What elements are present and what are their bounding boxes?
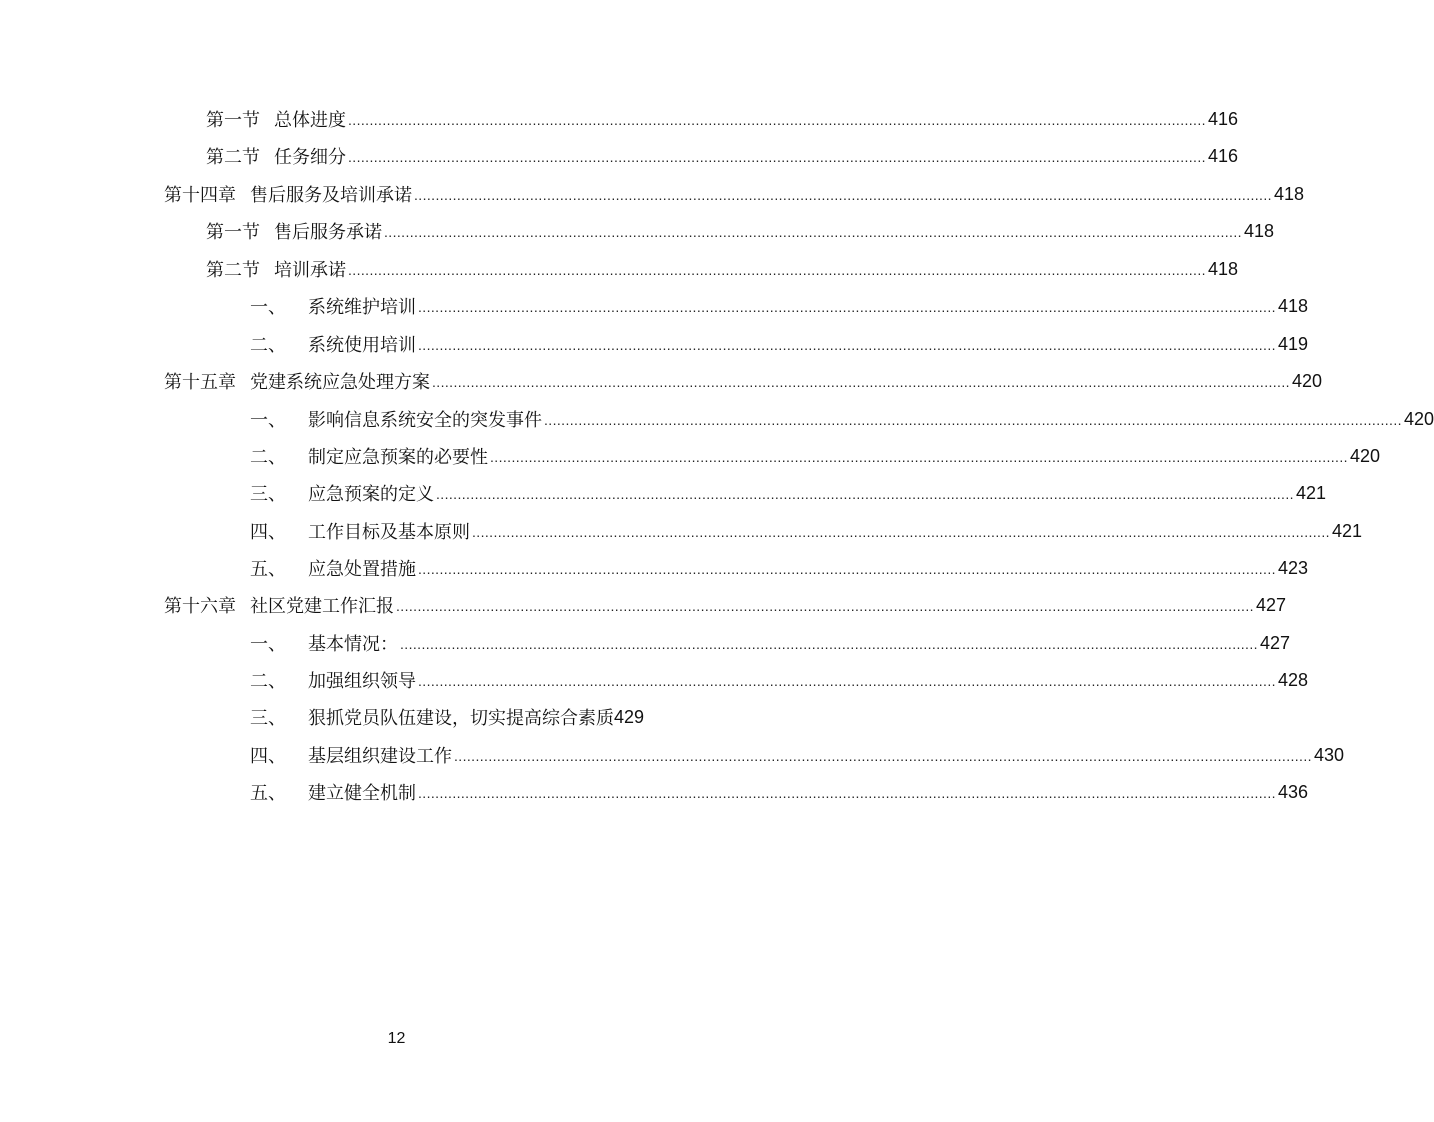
- toc-entry[interactable]: [164, 366, 1322, 396]
- toc-entry-title: 应急处置措施: [308, 559, 416, 580]
- toc-entry[interactable]: [206, 104, 1238, 134]
- toc-entry-title: 基本情况：: [308, 634, 398, 655]
- toc-entry[interactable]: [250, 291, 1308, 321]
- toc-entry-title: 社区党建工作汇报: [250, 596, 394, 617]
- leader-dots: ........................................................................................................................................................................................................: [544, 412, 1402, 428]
- toc-entry-title: 建立健全机制: [308, 783, 416, 804]
- toc-entry[interactable]: [250, 553, 1308, 583]
- toc-entry-page: 427: [1255, 594, 1286, 615]
- toc-entry-title: 售后服务及培训承诺: [250, 185, 412, 206]
- toc-entry-page: 423: [1277, 557, 1308, 578]
- toc-entry[interactable]: [164, 179, 1304, 209]
- leader-dots: ........................................................................................................................................................................................................: [348, 149, 1206, 165]
- leader-dots: ........................................................................................................................................................................................................: [400, 636, 1258, 652]
- toc-entry[interactable]: [250, 740, 1344, 770]
- toc-entry-number: 第二节: [206, 147, 260, 168]
- toc-entry[interactable]: [250, 777, 1308, 807]
- toc-entry-number: 一、: [250, 634, 286, 655]
- toc-entry-number: 一、: [250, 297, 286, 318]
- toc-entry-number: 第二节: [206, 260, 260, 281]
- toc-entry-number: 二、: [250, 447, 286, 468]
- toc-entry-number: 第十五章: [164, 372, 236, 393]
- toc-entry-title: 工作目标及基本原则: [308, 522, 470, 543]
- toc-entry-number: 四、: [250, 522, 286, 543]
- toc-entry[interactable]: [250, 702, 696, 732]
- toc-entry-page: 421: [1331, 520, 1362, 541]
- toc-entry-title: 影响信息系统安全的突发事件: [308, 410, 542, 431]
- toc-entry-page: 418: [1277, 295, 1308, 316]
- leader-dots: ........................................................................................................................................................................................................: [472, 524, 1330, 540]
- toc-entry-number: 四、: [250, 746, 286, 767]
- leader-dots: ........................................................................................................................................................................................................: [418, 673, 1276, 689]
- toc-entry-page: 420: [1291, 370, 1322, 391]
- toc-entry-title: 党建系统应急处理方案: [250, 372, 430, 393]
- toc-entry-page: 436: [1277, 781, 1308, 802]
- toc-entry-number: 第十六章: [164, 596, 236, 617]
- toc-entry-number: 三、: [250, 484, 286, 505]
- toc-entry[interactable]: [250, 478, 1326, 508]
- leader-dots: ........................................................................................................................................................................................................: [348, 262, 1206, 278]
- toc-entry[interactable]: [250, 516, 1362, 546]
- toc-entry-number: 三、: [250, 708, 286, 729]
- toc-entry-title: 任务细分: [274, 147, 346, 168]
- toc-entry[interactable]: [164, 590, 1286, 620]
- toc-entry[interactable]: [250, 329, 1308, 359]
- toc-entry-title: 系统使用培训: [308, 335, 416, 356]
- toc-entry-page: 419: [1277, 333, 1308, 354]
- toc-entry-number: 一、: [250, 410, 286, 431]
- leader-dots: ........................................................................................................................................................................................................: [396, 598, 1254, 614]
- toc-entry-number: 五、: [250, 783, 286, 804]
- leader-dots: ........................................................................................................................................................................................................: [348, 112, 1206, 128]
- toc-entry-title: 系统维护培训: [308, 297, 416, 318]
- toc-entry-title: 基层组织建设工作: [308, 746, 452, 767]
- leader-dots: ........................................................................................................................................................................................................: [418, 561, 1276, 577]
- toc-entry-page: 418: [1243, 220, 1274, 241]
- toc-entry-page: 421: [1295, 482, 1326, 503]
- leader-dots: ........................................................................................................................................................................................................: [418, 337, 1276, 353]
- toc-entry-number: 第一节: [206, 110, 260, 131]
- toc-entry-page: 418: [1273, 183, 1304, 204]
- toc-entry-page: 420: [1349, 445, 1380, 466]
- toc-entry[interactable]: [206, 141, 1238, 171]
- toc-entry-number: 五、: [250, 559, 286, 580]
- toc-entry-title: 售后服务承诺: [274, 222, 382, 243]
- toc-entry-page: 420: [1403, 408, 1434, 429]
- toc-entry-title: 总体进度: [274, 110, 346, 131]
- toc-entry-title: 加强组织领导: [308, 671, 416, 692]
- leader-dots: ........................................................................................................................................................................................................: [414, 187, 1272, 203]
- leader-dots: ........................................................................................................................................................................................................: [384, 224, 1242, 240]
- toc-entry-page: 427: [1259, 632, 1290, 653]
- toc-entry-title: 应急预案的定义: [308, 484, 434, 505]
- toc-entry[interactable]: [250, 665, 1308, 695]
- page-number: 12: [387, 1030, 406, 1047]
- toc-entry-page: 416: [1207, 108, 1238, 129]
- leader-dots: ........................................................................................................................................................................................................: [490, 449, 1348, 465]
- toc-entry-page: 416: [1207, 145, 1238, 166]
- leader-dots: ........................................................................................................................................................................................................: [432, 374, 1290, 390]
- toc-entry-number: 二、: [250, 671, 286, 692]
- toc-entry-number: 二、: [250, 335, 286, 356]
- toc-entry-number: 第十四章: [164, 185, 236, 206]
- toc-entry[interactable]: [250, 404, 1434, 434]
- toc-entry-title: 制定应急预案的必要性: [308, 447, 488, 468]
- toc-entry-page: 430: [1313, 744, 1344, 765]
- toc-entry-page: 428: [1277, 669, 1308, 690]
- leader-dots: ........................................................................................................................................................................................................: [454, 748, 1312, 764]
- leader-dots: ........................................................................................................................................................................................................: [418, 299, 1276, 315]
- toc-entry-number: 第一节: [206, 222, 260, 243]
- toc-entry[interactable]: [250, 441, 1380, 471]
- toc-entry-page: 418: [1207, 258, 1238, 279]
- leader-dots: ........................................................................................................................................................................................................: [436, 486, 1294, 502]
- toc-entry-title: 培训承诺: [274, 260, 346, 281]
- leader-dots: ........................................................................................................................................................................................................: [418, 785, 1276, 801]
- toc-entry[interactable]: [206, 216, 1274, 246]
- toc-entry-title: 狠抓党员队伍建设，切实提高综合素质: [308, 708, 614, 729]
- toc-entry[interactable]: [206, 254, 1238, 284]
- toc-entry-page: 429: [614, 706, 645, 727]
- toc-entry[interactable]: [250, 628, 1290, 658]
